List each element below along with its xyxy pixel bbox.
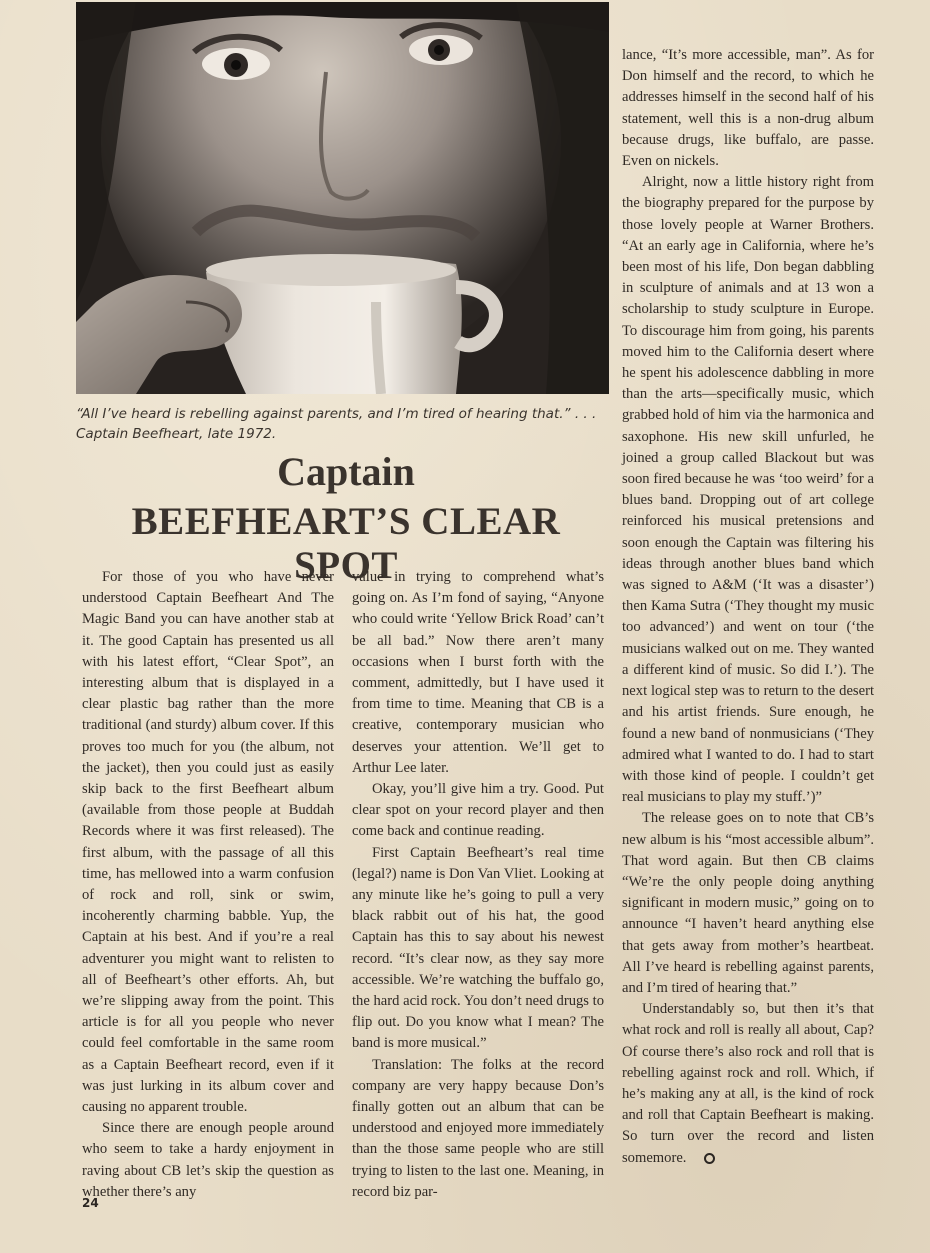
page-number: 24 xyxy=(82,1196,99,1210)
caption-quote: “All I’ve heard is rebelling against parents, and I’m tired of hearing that.” . . . xyxy=(76,406,597,422)
end-mark-icon xyxy=(704,1153,715,1164)
paragraph-final xyxy=(622,999,874,1169)
photo-caption xyxy=(76,404,616,444)
paragraph-final-text: Understandably so, but then it’s that what rock and roll is really all about, Cap? Of course there’s also rock and roll that is rebelling against rock and roll. Which, if he’s making any at all, is the kind of rock and roll that Captain Beefheart is making. So turn over the record and listen somemore. xyxy=(622,1001,874,1166)
article-column-1 xyxy=(82,567,334,1203)
headline-line-1: Captain xyxy=(277,449,415,494)
article-column-3 xyxy=(622,45,874,1169)
man-drinking-from-cup-image xyxy=(76,2,609,394)
paragraph: Okay, you’ll give him a try. Good. Put clear spot on your record player and then come back and continue reading. xyxy=(352,781,604,840)
headline-line-2: BEEFHEART’S CLEAR SPOT xyxy=(131,500,561,587)
paragraph: Since there are enough people around who seem to take a hardy enjoyment in raving about CB let’s skip the question as whether there’s any xyxy=(82,1120,334,1200)
paragraph: Translation: The folks at the record company are very happy because Don’s finally gotten out an album that can be understood and enjoyed more immediately than the those same people who are still trying to listen to the last one. Meaning, in record biz par- xyxy=(352,1056,604,1200)
paragraph: Alright, now a little history right from the biography prepared for the purpose by those lovely people at Warner Brothers. “At an early age in California, where he’s been most of his life, Don began dabbling in sculpture of animals and at 13 won a scholarship to study sculpture in Europe. To discourage him from going, his parents moved him to the California desert where he spent his adolescence dabbling in more than the arts—specifically music, which grabbed hold of him via the harmonica and saxophone. His new skill unfurled, he joined a group called Blackout but was soon fired because he was ‘too weird’ for a blues band. Dropping out of art college reinforced his musical pretensions and soon enough the Captain was filtering his ideas through another blues band which was signed to A&M (‘It was a disaster’) then Kama Sutra (‘They thought my music too advanced’) and went on tour (‘the musicians walked out on me. They wanted a different kind of music. So did I.’). The next logical step was to return to the desert and his artist friends. Sure enough, he found a new band of nonmusicians (‘They admired what I wanted to do. I had to start with those kind of people. I couldn’t get real musicians to play my stuff.’)” xyxy=(622,174,874,806)
paragraph: lance, “It’s more accessible, man”. As for Don himself and the record, to which he addresses himself in the second half of his statement, well this is a non-drug album because drugs, like buffalo, are passe. Even on nickels. xyxy=(622,47,874,170)
paragraph: First Captain Beefheart’s real time (legal?) name is Don Van Vliet. Looking at any minute like he’s going to pull a very black rabbit out of his hat, the good Captain has this to say about his newest record. “It’s clear now, as they say more accessible. We’re watching the buffalo go, the hard acid rock. You don’t need drugs to flip out. Do you know what I mean? The band is more musical.” xyxy=(352,844,604,1052)
paragraph: The release goes on to note that CB’s new album is his “most accessible album”. That word again. But then CB claims “We’re the only people doing anything significant in modern music,” going on to announce “I haven’t heard anything else that gets away from mother’s heartbeat. All I’ve heard is rebelling against parents, and I’m tired of hearing that.” xyxy=(622,810,874,996)
caption-credit: Captain Beefheart, late 1972. xyxy=(76,426,277,442)
paragraph: value in trying to comprehend what’s going on. As I’m fond of saying, “Anyone who could write ‘Yellow Brick Road’ can’t be all bad.” Now there aren’t many occasions when I burst forth with the comment, admittedly, but I have used it from time to time. Meaning that CB is a creative, contemporary musician who deserves your attention. We’ll get to Arthur Lee later. xyxy=(352,569,604,776)
paragraph: For those of you who have never understood Captain Beefheart And The Magic Band you can have another stab at it. The good Captain has presented us all with his latest effort, “Clear Spot”, an interesting album that is displayed in a clear plastic bag rather than the more traditional (and sturdy) album cover. If this proves too much for you (the album, not the jacket), then you could just as easily skip back to the first Beefheart album (available from those people at Buddah Records where it was first released). The first album, with the passage of all this time, has mellowed into a warm confusion of rock and roll, sink or swim, incoherently charming babble. Yup, the Captain at his best. And if you’re a real adventurer you might want to relisten to all of Beefheart’s other efforts. Ah, but we’re slipping away from the point. This article is for all you people who never could feel comfortable in the same room as a Captain Beefheart record, even if it was just lurking in its album cover and causing no apparent trouble. xyxy=(82,569,334,1116)
portrait-photo xyxy=(76,2,609,394)
article-column-2 xyxy=(352,567,604,1203)
